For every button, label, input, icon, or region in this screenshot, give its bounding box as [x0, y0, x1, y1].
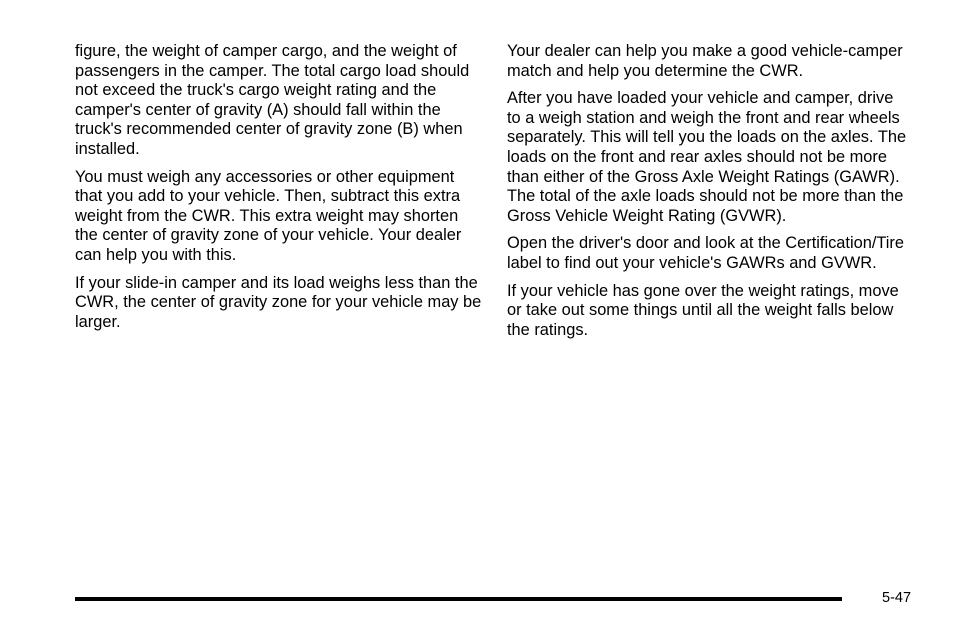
paragraph-slide-in-camper: If your slide-in camper and its load weighs less than the CWR, the center of gravity zone for your vehicle may be larger. [75, 273, 482, 331]
paragraph-weigh-accessories: You must weigh any accessories or other equipment that you add to your vehicle. Then, subtract this extra weight from the CWR. This extra weight may shorten the center of gravity zone of your vehicle. Your dealer can help you with this. [75, 167, 462, 264]
page-number: 5-47 [882, 590, 912, 606]
right-text-column [507, 42, 907, 348]
paragraph-camper-cargo: figure, the weight of camper cargo, and the weight of passengers in the camper. The total cargo load should not exceed the truck's cargo weight rating and the camper's center of gravity (A) should fall within the truck's recommended center of gravity zone (B) when installed. [75, 42, 470, 158]
paragraph-weigh-station: After you have loaded your vehicle and camper, drive to a weigh station and weigh the front and rear wheels separately. This will tell you the loads on the axles. The loads on the front and rear axles should not be more than either of the Gross Axle Weight Ratings (GAWR). The total of the axle loads should not be more than the Gross Vehicle Weight Rating (GVWR). [507, 89, 907, 225]
paragraph-dealer-help: Your dealer can help you make a good vehicle-camper match and help you determine the CWR. [507, 42, 903, 80]
left-text-column [75, 42, 485, 340]
paragraph-certification-label: Open the driver's door and look at the Certification/Tire label to find out your vehicle's GAWRs and GVWR. [507, 234, 905, 272]
paragraph-over-weight: If your vehicle has gone over the weight ratings, move or take out some things until all the weight falls below the ratings. [507, 281, 899, 339]
footer-rule [75, 597, 842, 601]
